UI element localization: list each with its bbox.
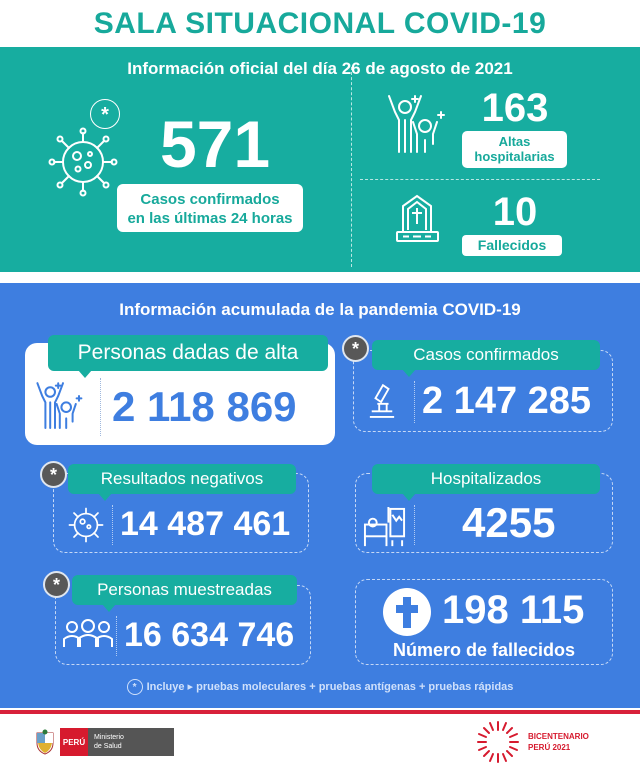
asterisk-badge: *: [40, 461, 67, 488]
discharged-label: Personas dadas de alta: [48, 335, 328, 371]
deaths-value: 198 115: [442, 588, 585, 632]
celebrating-people-icon: [34, 380, 84, 432]
separator: [100, 378, 101, 436]
footnote-text: Incluye ▸ pruebas moleculares + pruebas antígenas + pruebas rápidas: [146, 680, 514, 693]
virus-icon: [48, 127, 118, 197]
hospital-bed-icon: [363, 505, 407, 549]
daily-discharges-value: 163: [481, 86, 549, 130]
peru-coat-of-arms-icon: [35, 729, 55, 755]
daily-section: [0, 47, 640, 272]
minsa-logo: [35, 727, 174, 757]
bicentenario-line1: BICENTENARIO: [528, 732, 589, 741]
ministry-line2: de Salud: [94, 743, 122, 750]
vertical-divider: [351, 67, 352, 267]
hospitalized-label: Hospitalizados: [372, 464, 600, 494]
separator: [414, 381, 415, 423]
daily-discharges-label-line2: hospitalarias: [474, 149, 555, 164]
bicentenario-logo: [476, 720, 589, 764]
cross-icon: [383, 588, 431, 636]
page-title: SALA SITUACIONAL COVID-19: [93, 6, 547, 40]
negative-label: Resultados negativos: [68, 464, 296, 494]
asterisk-badge: *: [43, 571, 70, 598]
cumulative-subtitle: Información acumulada de la pandemia COVID-19: [119, 300, 521, 319]
deaths-label: Número de fallecidos: [392, 640, 576, 660]
daily-discharges-label: [462, 131, 567, 168]
bicentenario-emblem-icon: [476, 720, 520, 764]
peru-label: PERÚ: [60, 728, 88, 756]
microscope-icon: [368, 383, 396, 421]
bicentenario-line2: PERÚ 2021: [528, 743, 571, 752]
hospitalized-value: 4255: [462, 499, 556, 546]
confirmed-value: 2 147 285: [422, 380, 592, 422]
asterisk-badge: *: [342, 335, 369, 362]
separator: [112, 505, 113, 545]
tombstone-icon: [395, 192, 440, 244]
bicentenario-text: [528, 731, 589, 753]
discharged-value: 2 118 869: [112, 383, 297, 430]
title-bar: [0, 0, 640, 47]
virus-icon: [66, 505, 106, 545]
negative-value: 14 487 461: [120, 505, 291, 543]
daily-cases-label-line1: Casos confirmados: [140, 191, 280, 208]
celebrating-people-icon: [385, 92, 447, 157]
horizontal-divider: [360, 179, 600, 180]
ministry-label: [88, 728, 174, 756]
sampled-value: 16 634 746: [124, 616, 295, 654]
ministry-line1: Ministerio: [94, 734, 124, 741]
daily-deaths-label: Fallecidos: [462, 235, 562, 256]
daily-discharges-label-line1: Altas: [498, 134, 531, 149]
footer: [0, 714, 640, 772]
daily-subtitle: Información oficial del día 26 de agosto de 2021: [127, 59, 513, 78]
daily-cases-label-line2: en las últimas 24 horas: [127, 210, 293, 227]
daily-cases-value: 571: [159, 107, 271, 181]
daily-cases-label: [117, 184, 303, 232]
asterisk-icon: *: [127, 679, 143, 695]
separator: [414, 505, 415, 545]
confirmed-label: Casos confirmados: [372, 340, 600, 370]
daily-deaths-value: 10: [492, 190, 538, 234]
sampled-label: Personas muestreadas: [72, 575, 297, 605]
group-people-icon: [62, 619, 114, 649]
cumulative-section: [0, 283, 640, 708]
separator: [116, 616, 117, 656]
footnote: [0, 679, 640, 695]
asterisk-icon: *: [90, 99, 120, 129]
